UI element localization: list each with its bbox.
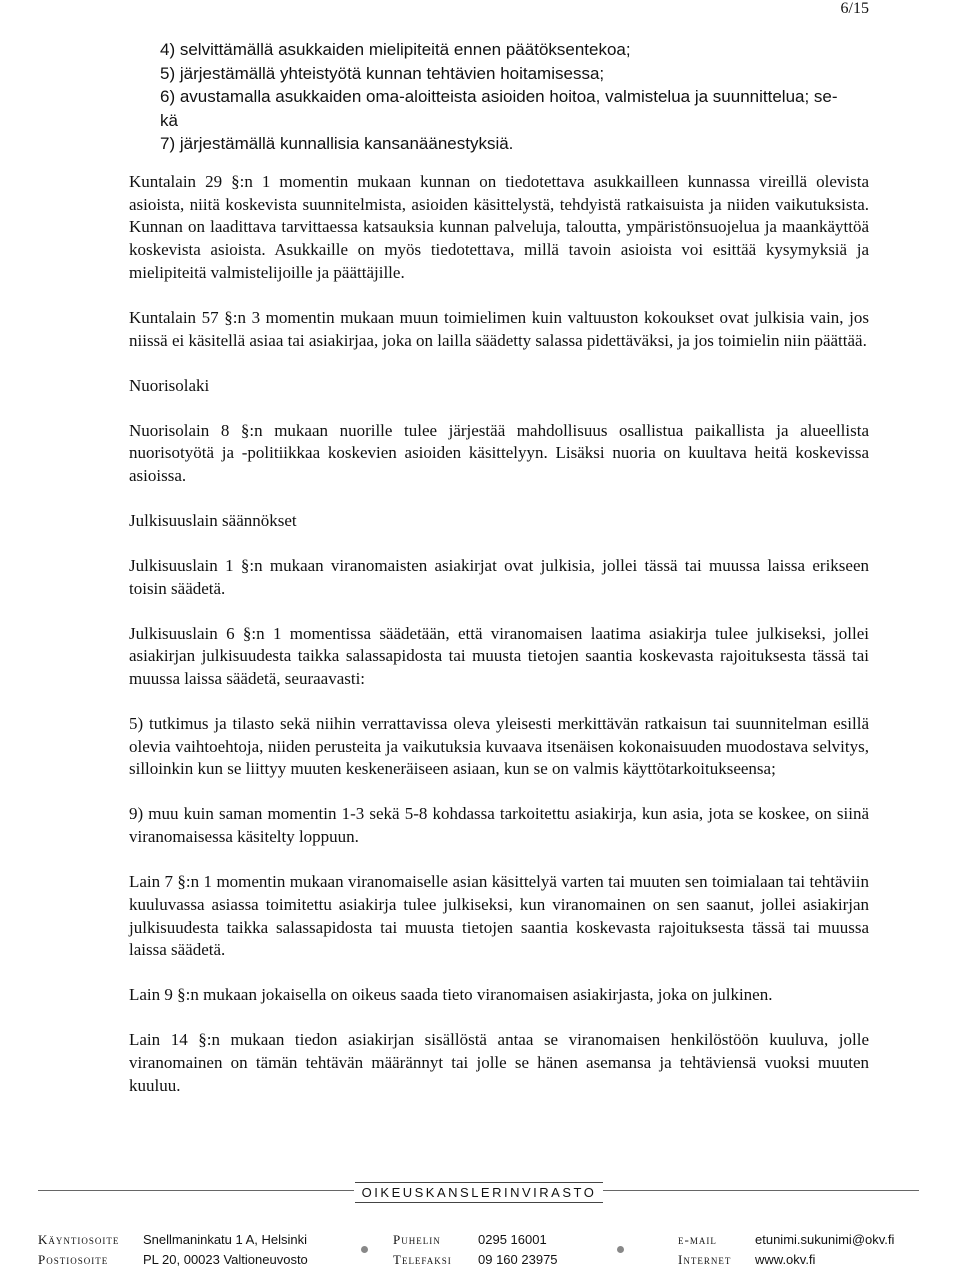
- list-item: 5) järjestämällä yhteistyötä kunnan tehtävien hoitamisessa;: [160, 63, 605, 83]
- visit-address: Snellmaninkatu 1 A, Helsinki: [143, 1232, 308, 1247]
- paragraph: Lain 9 §:n mukaan jokaisella on oikeus saada tieto viranomaisen asiakirjasta, joka on julkinen.: [129, 985, 773, 1005]
- body-text: [129, 171, 869, 1120]
- agency-name: OIKEUSKANSLERINVIRASTO: [355, 1182, 603, 1203]
- footer: [0, 1180, 960, 1267]
- page-number: 6/15: [840, 0, 869, 17]
- footer-separator-dot-1: [361, 1246, 368, 1253]
- phone-label: Puhelin: [393, 1232, 441, 1247]
- paragraph: 9) muu kuin saman momentin 1-3 sekä 5-8 kohdassa tarkoitettu asiakirja, kun asia, jota se koskee, on siinä viranomaisessa käsitelty loppuun.: [129, 804, 869, 847]
- phone-number: 0295 16001: [478, 1232, 547, 1247]
- paragraph: Kuntalain 57 §:n 3 momentin mukaan muun toimielimen kuin valtuuston kokoukset ovat julkisia vain, jos niissä ei käsitellä asiaa tai asiakirjaa, joka on lailla säädetty salassa pidettäväksi, ja jos toimielin niin päättää.: [129, 307, 869, 350]
- footer-separator-dot-2: [617, 1246, 624, 1253]
- section-heading: Nuorisolaki: [129, 375, 210, 395]
- paragraph: Kuntalain 29 §:n 1 momentin mukaan kunnan on tiedotettava asukkailleen kunnassa vireillä olevista asioista, niitä koskevista suunnitelmista, asioiden käsittelystä, tehdyistä ratkaisuista ja niiden vaikutuksista. Kunnan on laadittava tarvittaessa katsauksia kunnan palveluja, taloutta, ympäristönsuojelua ja maankäyttöä koskevista asioista. Asukkaille on myös tiedotettava, millä tavoin asioista voi esittää kysymyksiä ja mielipiteitä valmistelijoille ja päättäjille.: [129, 172, 869, 282]
- postal-label: Postiosoite: [38, 1252, 109, 1267]
- agency-logo: [355, 1182, 603, 1203]
- footer-rule-left: [38, 1190, 354, 1191]
- paragraph: Lain 14 §:n mukaan tiedon asiakirjan sisällöstä antaa se viranomaisen henkilöstöön kuuluva, jolle viranomainen on tämän tehtävän määrännyt tai jolle se hänen asemansa ja tehtäviensä vuoksi muuten kuuluu.: [129, 1030, 869, 1095]
- paragraph: 5) tutkimus ja tilasto sekä niihin verrattavissa oleva yleisesti merkittävän ratkaisun tai suunnitelman esillä olevia vaihtoehtoja, niiden perusteita ja vaikutuksia kuvaava itsenäisen kokonaisuuden muodostava selvitys, silloinkin kun se liittyy muuten keskeneräiseen asiaan, kun se on valmis käyttötarkoitukseensa;: [129, 714, 869, 779]
- email-label: e-mail: [678, 1232, 717, 1247]
- list-item: kä: [160, 110, 178, 130]
- list-item: 7) järjestämällä kunnallisia kansanäänestyksiä.: [160, 134, 514, 153]
- postal-address: PL 20, 00023 Valtioneuvosto: [143, 1252, 308, 1267]
- website-link[interactable]: www.okv.fi: [755, 1252, 816, 1267]
- fax-label: Telefaksi: [393, 1252, 452, 1267]
- paragraph: Nuorisolain 8 §:n mukaan nuorille tulee järjestää mahdollisuus osallistua paikallista ja alueellista nuorisotyötä ja -politiikkaa koskevien asioiden käsittelyyn. Lisäksi nuoria on kuultava heitä koskevissa asioissa.: [129, 420, 869, 485]
- list-item: 4) selvittämällä asukkaiden mielipiteitä ennen päätöksentekoa;: [160, 40, 631, 59]
- paragraph: Julkisuuslain 1 §:n mukaan viranomaisten asiakirjat ovat julkisia, jollei tässä tai muussa laissa erikseen toisin säädetä.: [129, 555, 869, 598]
- email-address[interactable]: etunimi.sukunimi@okv.fi: [755, 1232, 895, 1247]
- fax-number: 09 160 23975: [478, 1252, 558, 1267]
- footer-rule-right: [603, 1190, 919, 1191]
- list-item: 6) avustamalla asukkaiden oma-aloitteista asioiden hoitoa, valmistelua ja suunnittelua; se-: [160, 87, 838, 106]
- web-label: Internet: [678, 1252, 732, 1267]
- visit-label: Käyntiosoite: [38, 1232, 120, 1247]
- paragraph: Lain 7 §:n 1 momentin mukaan viranomaiselle asian käsittelyä varten tai muuten sen toimialaan tai tehtäviin kuuluvassa asiassa toimitettu asiakirja tulee julkiseksi, kun viranomainen on sen saanut, jollei asiakirjan julkisuudesta taikka salassapidosta tai muusta tietojen saantia koskevasta rajoituksesta tässä tai muussa laissa säädetä.: [129, 872, 869, 960]
- section-heading: Julkisuuslain säännökset: [129, 510, 297, 530]
- numbered-list: [160, 38, 880, 156]
- paragraph: Julkisuuslain 6 §:n 1 momentissa säädetään, että viranomaisen laatima asiakirja tulee julkiseksi, jollei asiakirjan julkisuudesta taikka salassapidosta tai muusta tietojen saantia koskevasta rajoituksesta tässä tai muussa laissa säädetä, seuraavasti:: [129, 623, 869, 689]
